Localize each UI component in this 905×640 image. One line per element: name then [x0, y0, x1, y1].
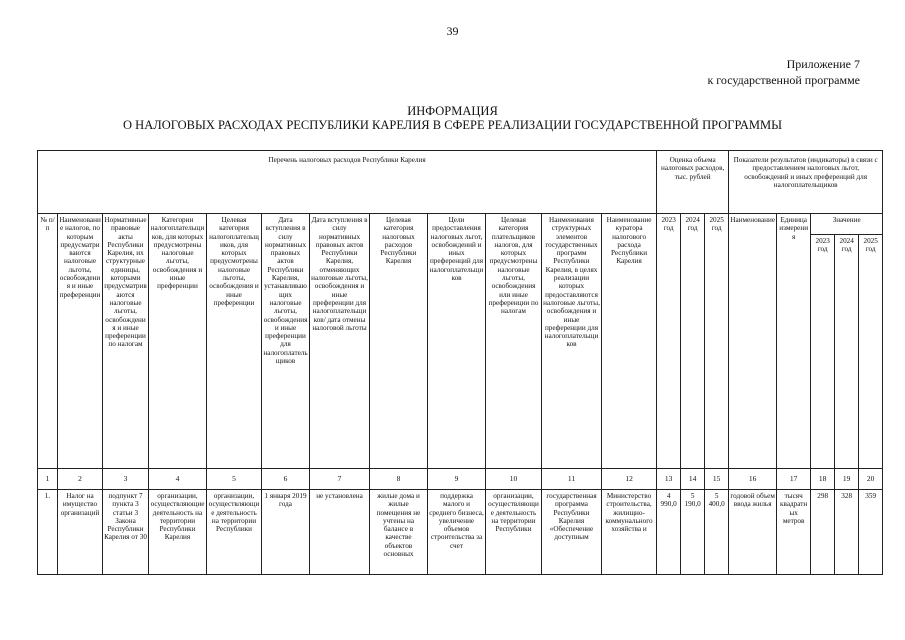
table-cell-6: 1 января 2019 года	[262, 490, 310, 575]
col-header-13: 2023 год	[657, 214, 681, 469]
col-header-9: Цели предоставления налоговых льгот, освобождений и иных преференций для налогоплательщиков	[428, 214, 486, 469]
table-cell-12: Министерство строительства, жилищно-коммунального хозяйства и	[602, 490, 657, 575]
table-cell-5: организации, осуществляющие деятельность на территории Республики	[207, 490, 262, 575]
document-title	[0, 104, 905, 132]
table-cell-20: 359	[859, 490, 883, 575]
column-number-18: 18	[811, 469, 835, 490]
title-line-2: О НАЛОГОВЫХ РАСХОДАХ РЕСПУБЛИКИ КАРЕЛИЯ В СФЕРЕ РЕАЛИЗАЦИИ ГОСУДАРСТВЕННОЙ ПРОГРАММЫ	[123, 118, 782, 132]
column-number-6: 6	[262, 469, 310, 490]
column-number-4: 4	[149, 469, 207, 490]
page-number: 39	[446, 24, 459, 38]
appendix-line-2: к государственной программе	[707, 73, 860, 87]
column-number-20: 20	[859, 469, 883, 490]
column-number-11: 11	[542, 469, 602, 490]
appendix-caption	[707, 56, 860, 88]
col-header-6: Дата вступления в силу нормативных правовых актов Республики Карелия, устанавливающих налоговые льготы, освобождения и иные преференции для налогоплательщиков	[262, 214, 310, 469]
tax-expenditure-table	[37, 150, 883, 575]
table-cell-13: 4 990,0	[657, 490, 681, 575]
column-number-row	[38, 469, 883, 490]
value-year-2024: 2024 год	[835, 235, 859, 469]
table-cell-14: 5 190,0	[681, 490, 705, 575]
column-number-1: 1	[38, 469, 58, 490]
col-header-11: Наименования структурных элементов государственных программ Республики Карелия, в целях реализации которых предоставляются налоговые льготы, освобождения и иные преференции для налогоплательщиков	[542, 214, 602, 469]
column-number-14: 14	[681, 469, 705, 490]
col-header-17: Единица измерения	[777, 214, 811, 469]
column-number-2: 2	[58, 469, 103, 490]
column-number-19: 19	[835, 469, 859, 490]
table-cell-17: тысяч квадратных метров	[777, 490, 811, 575]
table-cell-19: 328	[835, 490, 859, 575]
column-number-10: 10	[486, 469, 542, 490]
table-cell-1: 1.	[38, 490, 58, 575]
column-number-3: 3	[103, 469, 149, 490]
value-year-2023: 2023 год	[811, 235, 835, 469]
column-number-17: 17	[777, 469, 811, 490]
col-header-15: 2025 год	[705, 214, 729, 469]
col-header-2: Наименование налогов, по которым предусматриваются налоговые льготы, освобождения и иные преференции	[58, 214, 103, 469]
table-cell-3: подпункт 7 пункта 3 статьи 3 Закона Республики Карелия от 30	[103, 490, 149, 575]
group-header-value: Значение	[811, 214, 883, 235]
column-number-12: 12	[602, 469, 657, 490]
value-year-2025: 2025 год	[859, 235, 883, 469]
table-cell-15: 5 400,0	[705, 490, 729, 575]
col-header-5: Целевая категория налогоплательщиков, для которых предусмотрены налоговые льготы, освобождения и иные преференции	[207, 214, 262, 469]
col-header-8: Целевая категория налоговых расходов Республики Карелия	[370, 214, 428, 469]
group-header-indicators: Показатели результатов (индикаторы) в связи с предоставлением налоговых льгот, освобождений и иных преференций для налогоплательщиков	[729, 151, 883, 214]
column-number-16: 16	[729, 469, 777, 490]
table-cell-10: организации, осуществляющие деятельность на территории Республики	[486, 490, 542, 575]
group-header-estimate: Оценка объема налоговых расходов, тыс. рублей	[657, 151, 729, 214]
table-cell-18: 298	[811, 490, 835, 575]
group-header-list: Перечень налоговых расходов Республики Карелия	[38, 151, 657, 214]
col-header-16: Наименование	[729, 214, 777, 469]
column-number-7: 7	[310, 469, 370, 490]
column-number-8: 8	[370, 469, 428, 490]
col-header-1: № п/п	[38, 214, 58, 469]
table-cell-2: Налог на имущество организаций	[58, 490, 103, 575]
col-header-14: 2024 год	[681, 214, 705, 469]
column-number-5: 5	[207, 469, 262, 490]
col-header-12: Наименование куратора налогового расхода Республики Карелия	[602, 214, 657, 469]
table-cell-11: государственная программа Республики Карелия «Обеспечение доступным	[542, 490, 602, 575]
appendix-line-1: Приложение 7	[786, 57, 860, 71]
title-line-1: ИНФОРМАЦИЯ	[407, 104, 498, 118]
column-number-9: 9	[428, 469, 486, 490]
table-cell-9: поддержка малого и среднего бизнеса, увеличение объемов строительства за счет	[428, 490, 486, 575]
col-header-10: Целевая категория плательщиков налогов, для которых предусмотрены налоговые льготы, освобождения или иные преференции по налогам	[486, 214, 542, 469]
table-cell-8: жилые дома и жилые помещения не учтены на балансе в качестве объектов основных	[370, 490, 428, 575]
col-header-4: Категории налогоплательщиков, для которых предусмотрены налоговые льготы, освобождения и иные преференции	[149, 214, 207, 469]
table-cell-7: не установлена	[310, 490, 370, 575]
table-cell-4: организации, осуществляющие деятельность на территории Республики Карелия	[149, 490, 207, 575]
column-number-13: 13	[657, 469, 681, 490]
column-number-15: 15	[705, 469, 729, 490]
col-header-3: Нормативные правовые акты Республики Карелия, их структурные единицы, которыми предусматриваются налоговые льготы, освобождения и иные преференции по налогам	[103, 214, 149, 469]
table-cell-16: годовой объем ввода жилья	[729, 490, 777, 575]
col-header-7: Дата вступления в силу нормативных правовых актов Республики Карелия, отменяющих налоговые льготы, освобождения и иные преференции для налогоплательщиков/ дата отмены налоговой льготы	[310, 214, 370, 469]
table-row	[38, 490, 883, 575]
